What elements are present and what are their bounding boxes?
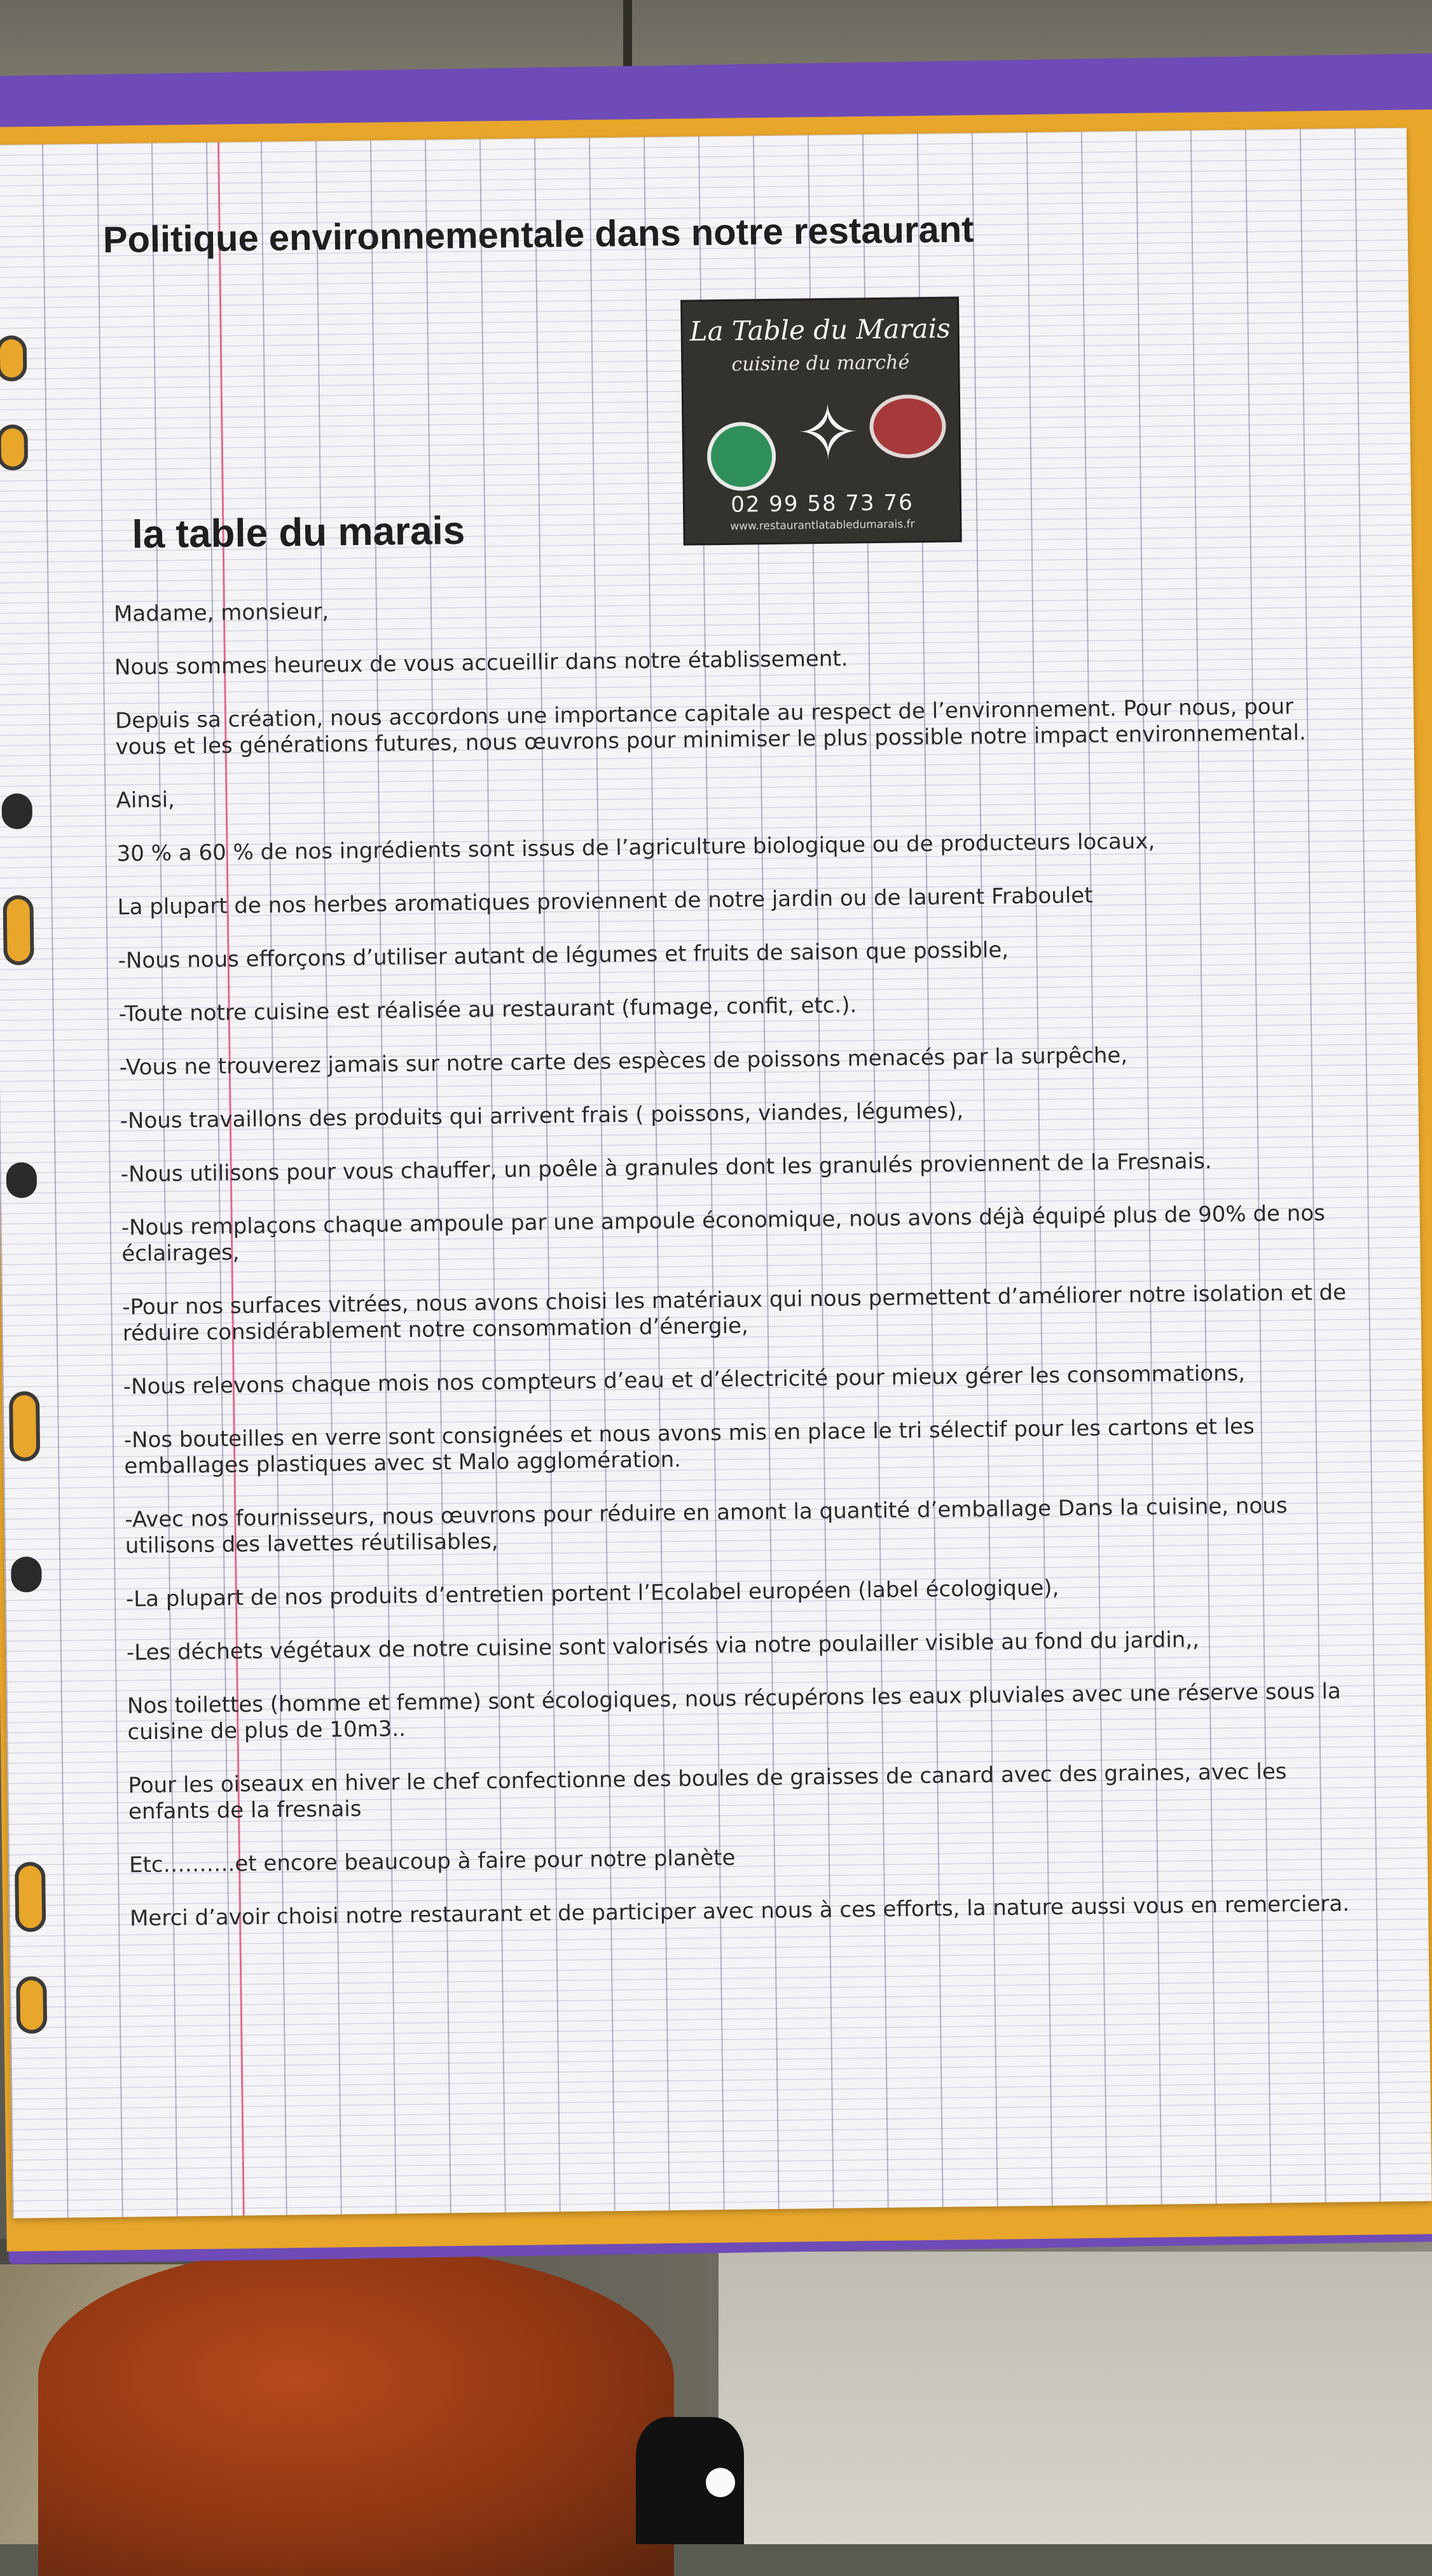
shoe-logo-icon (706, 2468, 735, 2497)
punch-hole (6, 1162, 38, 1198)
paragraph: -Pour nos surfaces vitrées, nous avons choisi les matériaux qui nous permettent d’améliorer notre isolation et de réduire considérablement notre consommation d’énergie, (122, 1280, 1347, 1347)
paragraph: -Nous travaillons des produits qui arrivent frais ( poissons, viandes, légumes), (120, 1098, 964, 1134)
paragraph: -Toute notre cuisine est réalisée au restaurant (fumage, confit, etc.). (118, 992, 857, 1027)
paragraph: -Nous remplaçons chaque ampoule par une ampoule économique, nous avons déjà équipé plus de 90% de nos éclairages, (121, 1200, 1326, 1267)
paragraph: -Vous ne trouverez jamais sur notre carte des espèces de poissons menacés par la surpêche, (119, 1042, 1128, 1081)
paragraph: Madame, monsieur, (113, 599, 329, 627)
paragraph: -Nous nous efforçons d’utiliser autant de légumes et fruits de saison que possible, (118, 937, 1009, 974)
punch-hole (1, 793, 32, 829)
floor (719, 2252, 1432, 2544)
paragraph: Merci d’avoir choisi notre restaurant et de participer avec nous à ces efforts, la nature aussi vous en remerciera. (129, 1891, 1350, 1932)
paragraph: Pour les oiseaux en hiver le chef confectionne des boules de graisses de canard avec des graines, avec les enfants de la fresnais (128, 1759, 1287, 1825)
paragraph: Depuis sa création, nous accordons une importance capitale au respect de l’environnement. Pour nous, pour vous et les générations futures, nous œuvrons pour minimiser le plus possible notre impact environnemental. (114, 693, 1306, 760)
paragraph: Etc……….et encore beaucoup à faire pour notre planète (128, 1845, 736, 1878)
punch-hole (16, 1976, 47, 2034)
page-title: Politique environnementale dans notre restaurant (102, 209, 974, 261)
paper-sheet (0, 128, 1432, 2219)
punch-hole (3, 895, 34, 966)
logo-website: www.restaurantlatabledumarais.fr (730, 518, 915, 533)
paragraph: -Nos bouteilles en verre sont consignées et nous avons mis en place le tri sélectif pour les cartons et les emballages plastiques avec st Malo agglomération. (123, 1413, 1255, 1479)
punch-hole (0, 424, 28, 471)
dancer-icon: ✧ (795, 389, 861, 478)
paragraph: -Nous relevons chaque mois nos compteurs d’eau et d’électricité pour mieux gérer les consommations, (123, 1360, 1246, 1400)
paragraph: Nous sommes heureux de vous accueillir dans notre établissement. (114, 646, 848, 681)
logo-phone: 02 99 58 73 76 (730, 490, 914, 518)
punch-hole (11, 1556, 42, 1593)
table-seam (623, 0, 632, 76)
punch-hole (15, 1862, 46, 1932)
orange-sweater (38, 2245, 674, 2576)
paragraph: La plupart de nos herbes aromatiques proviennent de notre jardin ou de laurent Fraboulet (117, 882, 1093, 920)
page-subtitle: la table du marais (132, 508, 465, 557)
punch-hole (9, 1391, 40, 1462)
restaurant-logo (682, 298, 960, 543)
paragraph: -Les déchets végétaux de notre cuisine sont valorisés via notre poulailler visible au fond du jardin,, (126, 1626, 1200, 1666)
logo-tagline: cuisine du marché (731, 351, 910, 376)
paragraph: -Nous utilisons pour vous chauffer, un poêle à granules dont les granulés proviennent de la Fresnais. (120, 1148, 1212, 1188)
paragraph: Ainsi, (116, 787, 176, 814)
paragraph: -La plupart de nos produits d’entretien portent l’Ecolabel européen (label écologique), (125, 1575, 1059, 1612)
paragraph: Nos toilettes (homme et femme) sont écologiques, nous récupérons les eaux pluviales avec une réserve sous la cuisine de plus de 10m3.. (127, 1679, 1342, 1745)
logo-name: La Table du Marais (689, 312, 951, 347)
policy-text (114, 586, 1364, 1960)
paragraph: -Avec nos fournisseurs, nous œuvrons pour réduire en amont la quantité d’emballage Dans la cuisine, nous utilisons des lavettes réutilisables, (125, 1493, 1288, 1559)
green-badge-icon (706, 422, 776, 491)
red-badge-icon (869, 394, 946, 459)
paragraph: 30 % a 60 % de nos ingrédients sont issus de l’agriculture biologique ou de producteurs locaux, (116, 828, 1155, 867)
punch-hole (0, 335, 27, 382)
